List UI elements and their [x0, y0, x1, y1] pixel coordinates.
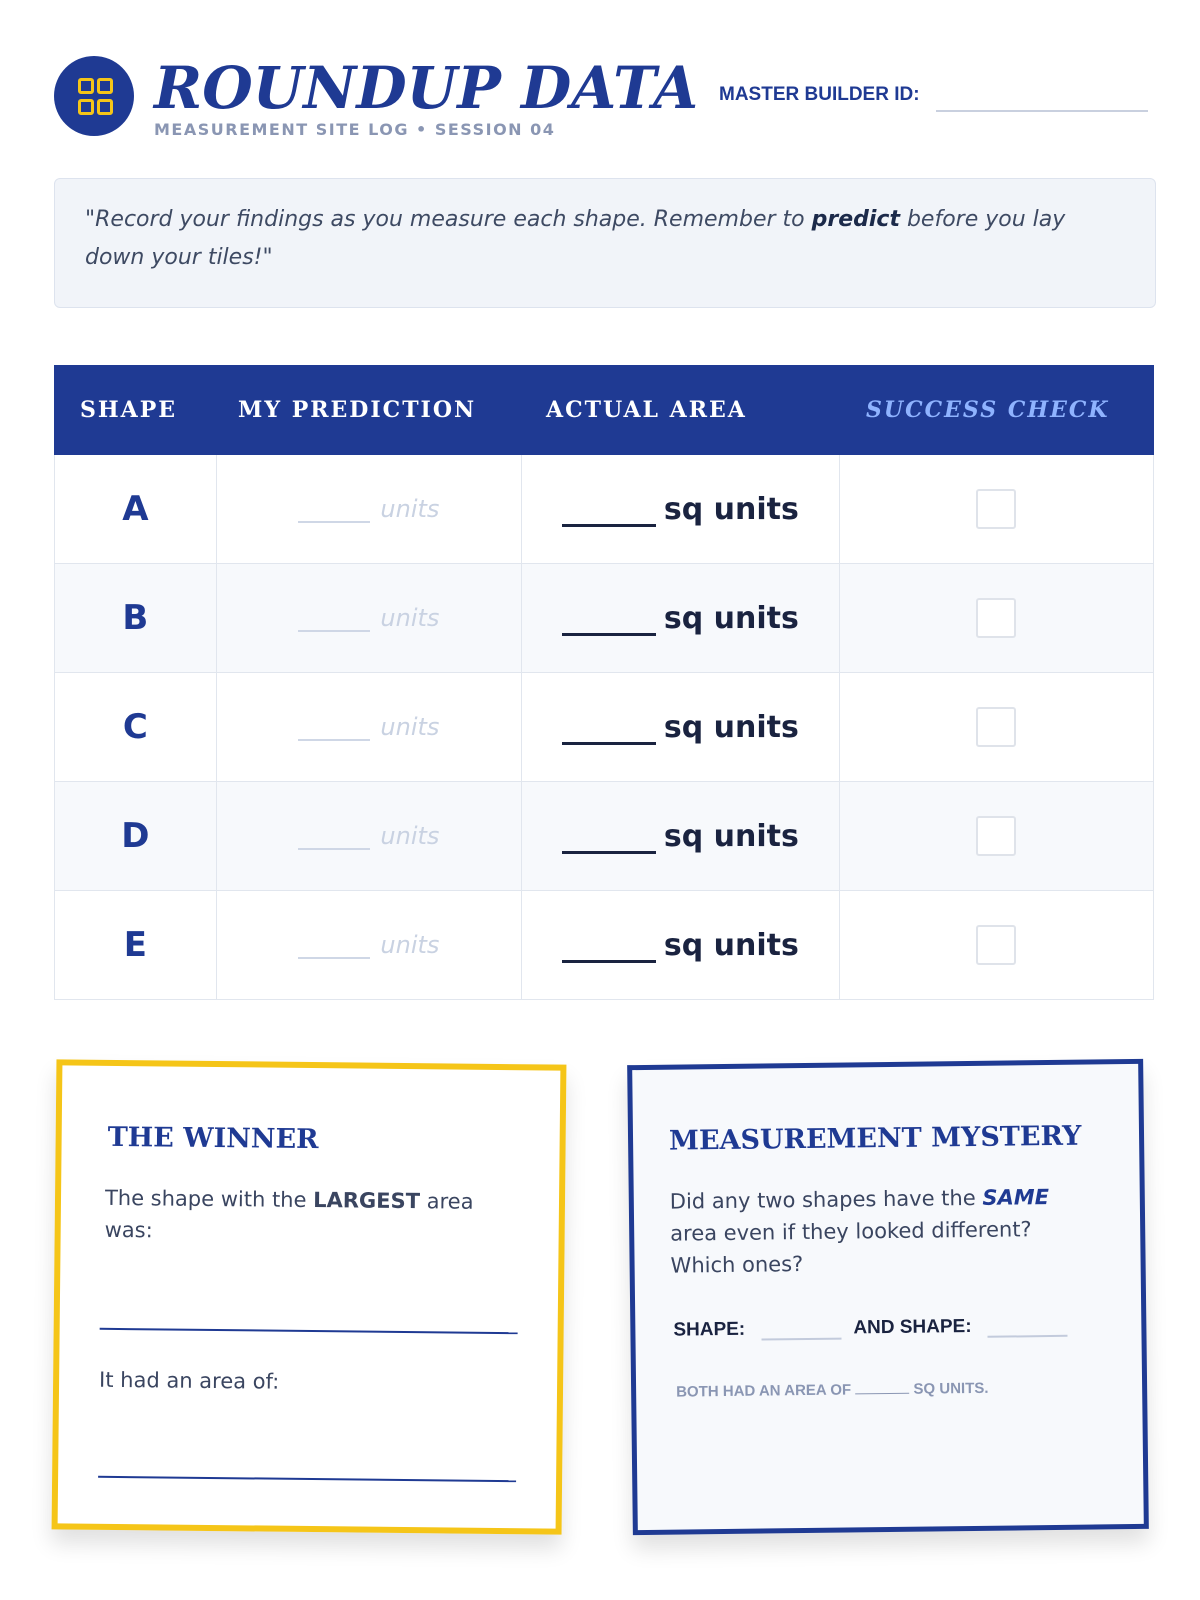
shape-cell — [55, 891, 217, 999]
prediction-field[interactable] — [298, 717, 370, 741]
header-success-check: SUCCESS CHECK — [866, 397, 1110, 423]
table-row — [54, 455, 1154, 564]
success-check-cell — [840, 673, 1153, 781]
prediction-field[interactable] — [298, 826, 370, 850]
actual-area-unit: sq units — [663, 709, 799, 745]
page-title: ROUNDUP DATA — [154, 54, 699, 122]
quote-text-end: before you lay down your tiles!" — [85, 207, 1066, 270]
shape-1-field[interactable] — [761, 1338, 841, 1341]
success-check-cell — [840, 891, 1153, 999]
actual-area-field[interactable] — [562, 716, 656, 745]
actual-area-cell[interactable] — [522, 782, 839, 890]
prediction-unit: units — [380, 495, 440, 523]
prediction-unit: units — [380, 713, 440, 741]
quote-emphasis: predict — [811, 207, 900, 232]
mystery-prompt: Did any two shapes have the SAME area even if they looked different? Which ones? — [669, 1185, 1050, 1278]
winner-title: THE WINNER — [107, 1121, 319, 1156]
actual-area-unit: sq units — [663, 491, 799, 527]
prediction-cell[interactable] — [217, 891, 522, 999]
success-checkbox[interactable] — [976, 816, 1016, 856]
builder-id-label: MASTER BUILDER ID: — [719, 84, 920, 105]
prediction-field[interactable] — [298, 935, 370, 959]
prediction-unit: units — [380, 822, 440, 850]
actual-area-cell[interactable] — [522, 891, 839, 999]
actual-area-cell[interactable] — [522, 564, 839, 672]
and-shape-label: AND SHAPE: — [853, 1315, 972, 1339]
actual-area-field[interactable] — [562, 934, 656, 963]
prediction-unit: units — [380, 931, 440, 959]
shape-cell — [55, 782, 217, 890]
prediction-cell[interactable] — [217, 673, 522, 781]
prediction-cell[interactable] — [217, 782, 522, 890]
shape-letter: C — [122, 707, 148, 747]
success-check-cell — [840, 455, 1153, 563]
success-checkbox[interactable] — [976, 707, 1016, 747]
shape-letter: E — [123, 925, 147, 965]
prediction-cell[interactable] — [217, 564, 522, 672]
winner-shape-line[interactable] — [100, 1328, 518, 1334]
shape-cell — [55, 564, 217, 672]
shape-2-field[interactable] — [987, 1335, 1067, 1338]
mystery-area-field[interactable] — [855, 1393, 909, 1395]
actual-area-field[interactable] — [562, 498, 656, 527]
winner-area-prompt: It had an area of: — [98, 1367, 280, 1394]
header-prediction: MY PREDICTION — [238, 397, 477, 423]
logo — [54, 56, 134, 136]
shape-label: SHAPE: — [673, 1318, 746, 1341]
instruction-quote — [54, 178, 1156, 308]
table-row — [54, 782, 1154, 891]
success-check-cell — [840, 564, 1153, 672]
actual-area-cell[interactable] — [522, 455, 839, 563]
table-row — [54, 564, 1154, 673]
grid-icon — [78, 78, 111, 115]
prediction-unit: units — [380, 604, 440, 632]
shape-letter: B — [122, 598, 149, 638]
prediction-field[interactable] — [298, 499, 370, 523]
success-checkbox[interactable] — [976, 598, 1016, 638]
success-checkbox[interactable] — [976, 489, 1016, 529]
mystery-title: MEASUREMENT MYSTERY — [668, 1120, 1082, 1157]
winner-area-line[interactable] — [98, 1476, 516, 1482]
prediction-field[interactable] — [298, 608, 370, 632]
actual-area-unit: sq units — [663, 818, 799, 854]
builder-id-field[interactable] — [936, 110, 1148, 112]
page-subtitle: MEASUREMENT SITE LOG • SESSION 04 — [154, 120, 556, 139]
actual-area-unit: sq units — [663, 600, 799, 636]
actual-area-cell[interactable] — [522, 673, 839, 781]
header-shape: SHAPE — [80, 397, 178, 423]
shape-letter: A — [122, 489, 149, 529]
actual-area-field[interactable] — [562, 607, 656, 636]
quote-text-start: "Record your findings as you measure each shape. Remember to — [85, 207, 812, 232]
success-check-cell — [840, 782, 1153, 890]
actual-area-unit: sq units — [663, 927, 799, 963]
mystery-footer: BOTH HAD AN AREA OF SQ UNITS. — [676, 1379, 989, 1401]
table-row — [54, 673, 1154, 782]
header-actual-area: ACTUAL AREA — [546, 397, 747, 423]
shape-cell — [55, 673, 217, 781]
success-checkbox[interactable] — [976, 925, 1016, 965]
page-header — [54, 54, 1154, 144]
table-header — [54, 365, 1154, 455]
shape-cell — [55, 455, 217, 563]
shape-letter: D — [121, 816, 150, 856]
table-row — [54, 891, 1154, 1000]
winner-card — [52, 1059, 567, 1534]
winner-prompt: The shape with the LARGEST area was: — [104, 1185, 474, 1243]
data-table — [54, 365, 1154, 1000]
mystery-card — [627, 1059, 1149, 1535]
actual-area-field[interactable] — [562, 825, 656, 854]
prediction-cell[interactable] — [217, 455, 522, 563]
